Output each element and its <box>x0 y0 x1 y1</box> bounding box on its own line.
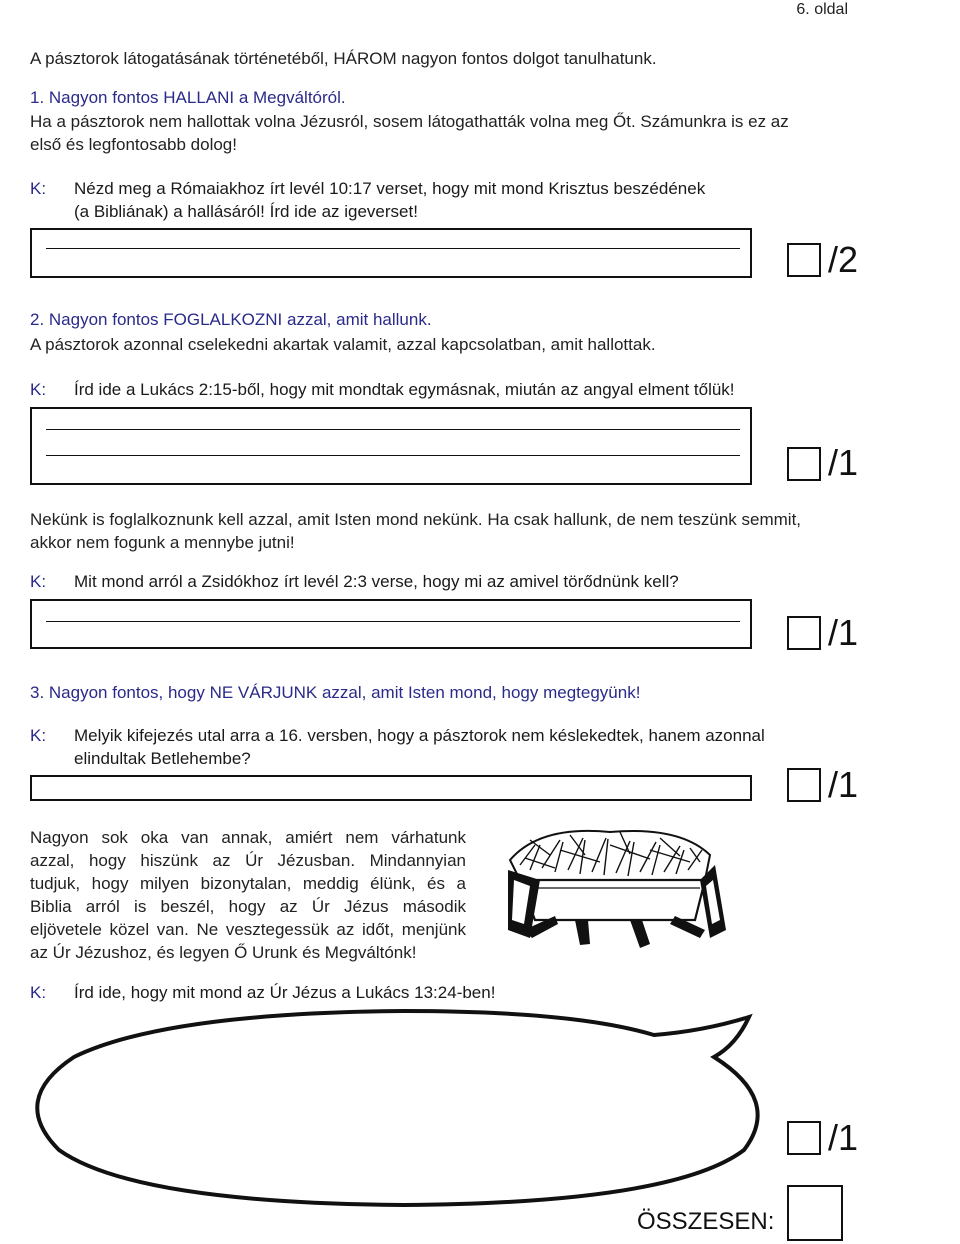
section2-heading: 2. Nagyon fontos FOGLALKOZNI azzal, amit hallunk. <box>30 310 432 329</box>
task-label: K: <box>30 572 47 591</box>
section3-task2 <box>30 981 495 1004</box>
para-line: azzal, hogy hiszünk az Úr Jézusban. Mindannyian <box>30 851 466 870</box>
task-label: K: <box>30 179 47 198</box>
page-number: 6. oldal <box>796 1 848 18</box>
section2-task <box>30 378 735 401</box>
para-line: az Úr Jézushoz, és legyen Ő Urunk és Megváltónk! <box>30 943 417 962</box>
score-2: /1 <box>828 442 859 483</box>
section3-task <box>30 724 765 747</box>
para-line: Biblia arról is beszél, hogy az Úr Jézus második <box>30 897 466 916</box>
answer-box-4[interactable] <box>30 775 752 801</box>
section2-text2-1: Nekünk is foglalkoznunk kell azzal, amit Isten mond nekünk. Ha csak hallunk, de nem teszünk semmit, <box>30 510 802 529</box>
section3-task-line1: Melyik kifejezés utal arra a 16. versben, hogy a pásztorok nem késlekedtek, hanem azonnal <box>74 726 765 745</box>
task-label: K: <box>30 726 47 745</box>
section3-paragraph <box>30 826 466 964</box>
section2-task2 <box>30 570 679 593</box>
section2-text2-2: akkor nem fogunk a mennybe jutni! <box>30 533 295 552</box>
intro-text: A pásztorok látogatásának történetéből, HÁROM nagyon fontos dolgot tanulhatunk. <box>30 49 657 68</box>
answer-line <box>46 621 740 622</box>
section1-task <box>30 177 860 200</box>
total-score-box[interactable] <box>787 1185 843 1241</box>
total-label: ÖSSZESEN: <box>637 1208 775 1235</box>
answer-line <box>46 248 740 249</box>
section3-task2-text: Írd ide, hogy mit mond az Úr Jézus a Lukács 13:24-ben! <box>74 983 496 1002</box>
answer-box-2[interactable] <box>30 407 752 485</box>
score-4: /1 <box>828 764 859 805</box>
manger-icon <box>500 820 730 970</box>
task-label: K: <box>30 380 47 399</box>
score-box-1[interactable] <box>787 243 821 277</box>
answer-line <box>46 455 740 456</box>
section1-text-2: első és legfontosabb dolog! <box>30 135 237 154</box>
score-box-2[interactable] <box>787 447 821 481</box>
task-label: K: <box>30 983 47 1002</box>
answer-box-1[interactable] <box>30 228 752 278</box>
section2-task2-text: Mit mond arról a Zsidókhoz írt levél 2:3 verse, hogy mi az amivel törődnünk kell? <box>74 572 679 591</box>
answer-line <box>46 429 740 430</box>
section1-text-1: Ha a pásztorok nem hallottak volna Jézusról, sosem látogathatták volna meg Őt. Számunkra is ez az <box>30 112 789 131</box>
section3-heading: 3. Nagyon fontos, hogy NE VÁRJUNK azzal, amit Isten mond, hogy megtegyünk! <box>30 683 641 702</box>
section3-task-line2: elindultak Betlehembe? <box>74 749 251 768</box>
score-box-3[interactable] <box>787 616 821 650</box>
section2-task-text: Írd ide a Lukács 2:15-ből, hogy mit mondtak egymásnak, miután az angyal elment tőlük! <box>74 380 735 399</box>
speech-bubble-icon[interactable] <box>14 1005 784 1210</box>
score-box-5[interactable] <box>787 1121 821 1155</box>
answer-box-3[interactable] <box>30 599 752 649</box>
score-1: /2 <box>828 239 859 280</box>
score-box-4[interactable] <box>787 768 821 802</box>
section2-text: A pásztorok azonnal cselekedni akartak valamit, azzal kapcsolatban, amit hallottak. <box>30 335 656 354</box>
score-3: /1 <box>828 612 859 653</box>
section1-task-line2: (a Bibliának) a hallásáról! Írd ide az igeverset! <box>74 202 418 221</box>
score-5: /1 <box>828 1117 859 1158</box>
para-line: eljövetele közel van. Ne vesztegessük az időt, menjünk <box>30 920 466 939</box>
section1-task-line1: Nézd meg a Rómaiakhoz írt levél 10:17 verset, hogy mit mond Krisztus beszédének <box>74 179 706 198</box>
para-line: tudjuk, hogy milyen bizonytalan, meddig élünk, és a <box>30 874 466 893</box>
para-line: Nagyon sok oka van annak, amiért nem várhatunk <box>30 828 466 847</box>
section1-heading: 1. Nagyon fontos HALLANI a Megváltóról. <box>30 88 346 107</box>
